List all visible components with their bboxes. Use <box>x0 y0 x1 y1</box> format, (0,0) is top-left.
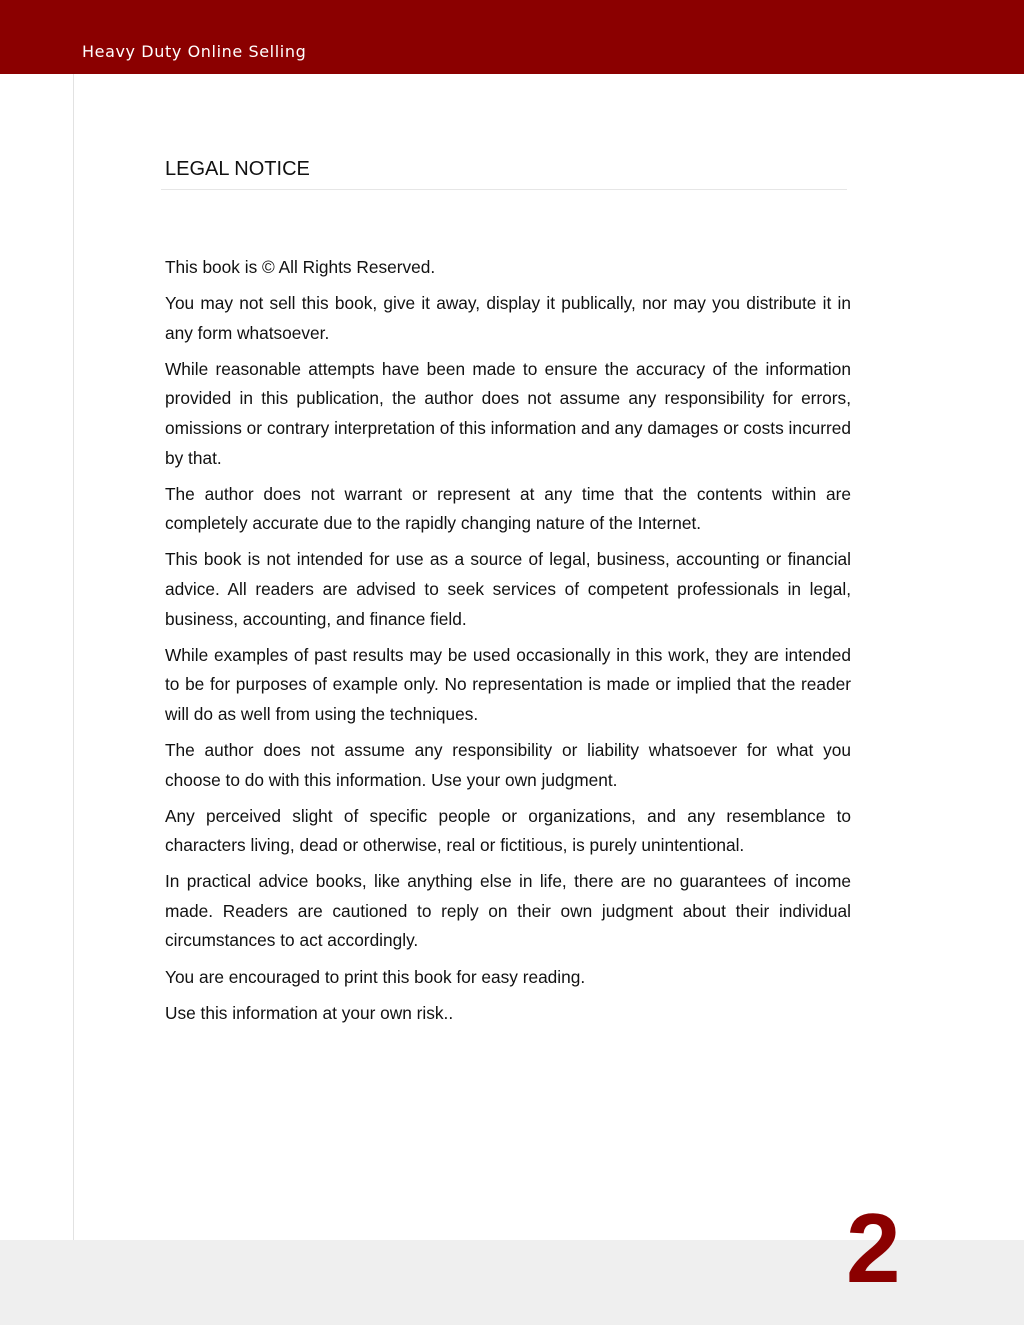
header-band <box>0 0 1024 74</box>
legal-notice-body <box>165 253 851 1035</box>
section-heading: LEGAL NOTICE <box>165 158 310 180</box>
paragraph-advice: This book is not intended for use as a source of legal, business, accounting or financial advice. All readers are advised to seek services of competent professionals in legal, business, accounting, and finance field. <box>165 549 851 629</box>
paragraph-warranty: The author does not warrant or represent at any time that the contents within are completely accurate due to the rapidly changing nature of the Internet. <box>165 483 851 534</box>
paragraph-accuracy: While reasonable attempts have been made to ensure the accuracy of the information provided in this publication, the author does not assume any responsibility for errors, omissions or contrary interpretation of this information and any damages or costs incurred by that. <box>165 358 851 468</box>
paragraph-resemblance: Any perceived slight of specific people or organizations, and any resemblance to characters living, dead or otherwise, real or fictitious, is purely unintentional. <box>165 805 851 856</box>
paragraph-copyright: This book is © All Rights Reserved. <box>165 257 436 277</box>
page-number: 2 <box>846 1193 901 1303</box>
left-margin-rule <box>73 74 74 1240</box>
paragraph-examples: While examples of past results may be used occasionally in this work, they are intended to be for purposes of example only. No representation is made or implied that the reader will do as well from using the techniques. <box>165 644 851 724</box>
paragraph-liability: The author does not assume any responsibility or liability whatsoever for what you choose to do with this information. Use your own judgment. <box>165 739 851 790</box>
book-title: Heavy Duty Online Selling <box>82 42 307 61</box>
paragraph-guarantees: In practical advice books, like anything else in life, there are no guarantees of income made. Readers are cautioned to reply on their own judgment about their individual circumstances to act accordingly. <box>165 871 851 951</box>
paragraph-distribution: You may not sell this book, give it away, display it publically, nor may you distribute it in any form whatsoever. <box>165 293 851 343</box>
paragraph-risk: Use this information at your own risk.. <box>165 1002 454 1023</box>
heading-divider <box>161 189 847 190</box>
paragraph-print: You are encouraged to print this book for easy reading. <box>165 966 586 987</box>
